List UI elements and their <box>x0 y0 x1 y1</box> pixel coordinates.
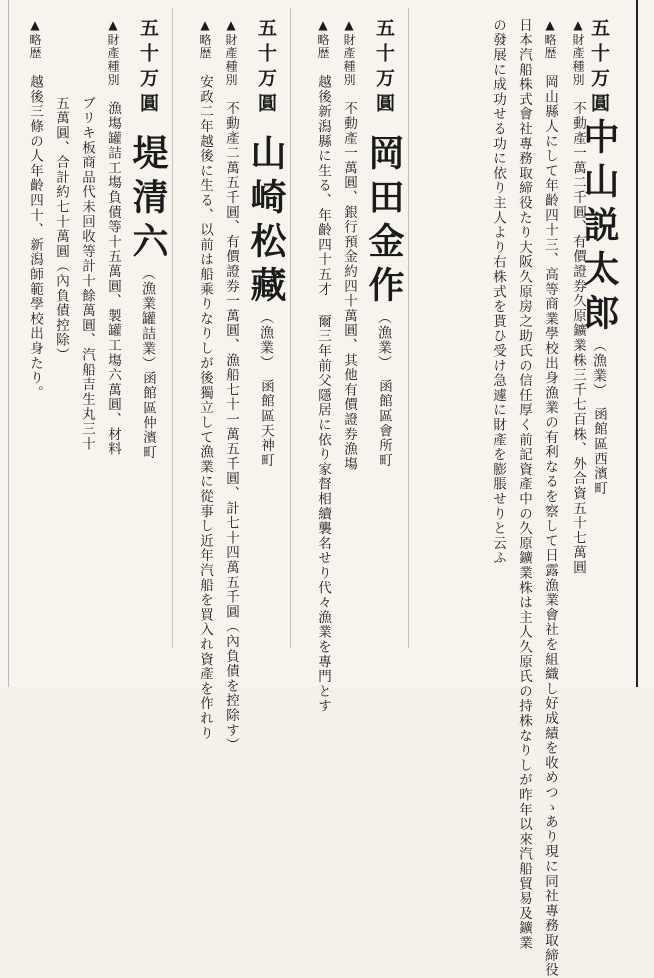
career-label: ▲略歴 <box>198 18 212 60</box>
career-label: ▲略歴 <box>316 18 330 60</box>
assets-label: ▲財產種別 <box>106 18 120 87</box>
person-name: 中山説太郎 <box>578 118 620 338</box>
entry-tsutsumi <box>14 18 172 678</box>
entry-yamazaki <box>172 18 290 753</box>
wealth-amount: 五十万圓 <box>373 18 395 118</box>
trade-label: （漁業罐詰業） <box>140 266 156 371</box>
career-line-1 <box>22 18 48 668</box>
person-name: 岡田金作 <box>363 134 405 310</box>
assets-text: 不動產一萬二千圓、有價證券久原鑛業株三千七百株、外合資五十七萬圓 <box>570 101 586 575</box>
career-text: 越後新潟縣に生る、年齡四十五才 爾三年前父隱居に依り家督相續襲名せり代々漁業を專門とす <box>315 74 331 714</box>
career-line-1 <box>537 18 563 978</box>
career-line-1 <box>192 18 218 741</box>
career-text: 安政二年越後に生る、以前は船乘りなりしが後獨立して漁業に從事し近年汽船を買入れ資產を作れり <box>197 74 213 741</box>
address: 函館區會所町 <box>376 379 392 468</box>
address: 函館區西濱町 <box>591 407 607 496</box>
career-text: 岡山縣人にして年齡四十三、高等商業學校出身漁業の有利なるを察して日露漁業會社を組織し好成績を收めつゝあり現に同社專務取締役 <box>542 74 558 978</box>
address: 函館區天神町 <box>258 379 274 468</box>
career-line-2: 日本汽船株式會社專務取締役たり大阪久原房之助氏の信任厚く前記資產中の久原鑛業株は主人久原氏の持株なりしが昨年以來汽船貿易及鑛業 <box>516 18 532 951</box>
assets-line <box>218 18 244 753</box>
entry-header <box>362 18 406 668</box>
assets-label: ▲財產種別 <box>342 18 356 87</box>
address: 函館區仲濱町 <box>140 371 156 460</box>
entry-okada <box>290 18 408 714</box>
entry-header <box>126 18 170 668</box>
wealth-amount: 五十万圓 <box>255 18 277 118</box>
assets-text: 不動產一萬圓、銀行預金約四十萬圓、其他有價證券漁塲 <box>341 101 357 472</box>
career-line-3: の發展に成功せる功に依り主人より右株式を貰ひ受け急遽に財產を膨脹せりと云ふ <box>490 18 506 566</box>
assets-text: 漁塲罐詰工塲負債等十五萬圓、製罐工塲六萬圓、材料 <box>105 101 121 457</box>
assets-line-1 <box>100 18 126 668</box>
entry-nakayama <box>405 18 620 978</box>
column-divider <box>408 8 409 648</box>
trade-label: （漁業） <box>376 310 392 363</box>
assets-line-2: ブリキ板商品代未回收等計十餘萬圓、汽船吉生丸三十 <box>79 96 95 452</box>
trade-label: （漁業） <box>591 338 607 391</box>
career-text: 越後三條の人年齡四十、新潟師範學校出身たり。 <box>27 74 43 401</box>
career-line-1 <box>310 18 336 714</box>
column-divider <box>290 8 291 648</box>
entry-header <box>244 18 288 668</box>
person-name: 堤清六 <box>127 134 169 266</box>
assets-label: ▲財產種別 <box>571 18 585 87</box>
assets-label: ▲財產種別 <box>224 18 238 87</box>
assets-line <box>336 18 362 668</box>
assets-line <box>565 18 591 668</box>
page-edge-rule <box>8 0 9 687</box>
trade-label: （漁業） <box>258 310 274 363</box>
person-name: 山崎松藏 <box>245 134 287 310</box>
wealth-amount: 五十万圓 <box>588 18 610 118</box>
assets-line-3: 五萬圓、合計約七十萬圓（內負債控除） <box>53 96 69 363</box>
column-divider <box>172 8 173 648</box>
assets-text: 不動產二萬五千圓、有價證券一萬圓、漁船七十一萬五千圓、計七十四萬五千圓（內負債を控除す） <box>223 101 239 753</box>
wealth-amount: 五十万圓 <box>137 18 159 118</box>
career-label: ▲略歴 <box>543 18 557 60</box>
career-label: ▲略歴 <box>28 18 42 60</box>
page-border-rule <box>636 0 638 687</box>
